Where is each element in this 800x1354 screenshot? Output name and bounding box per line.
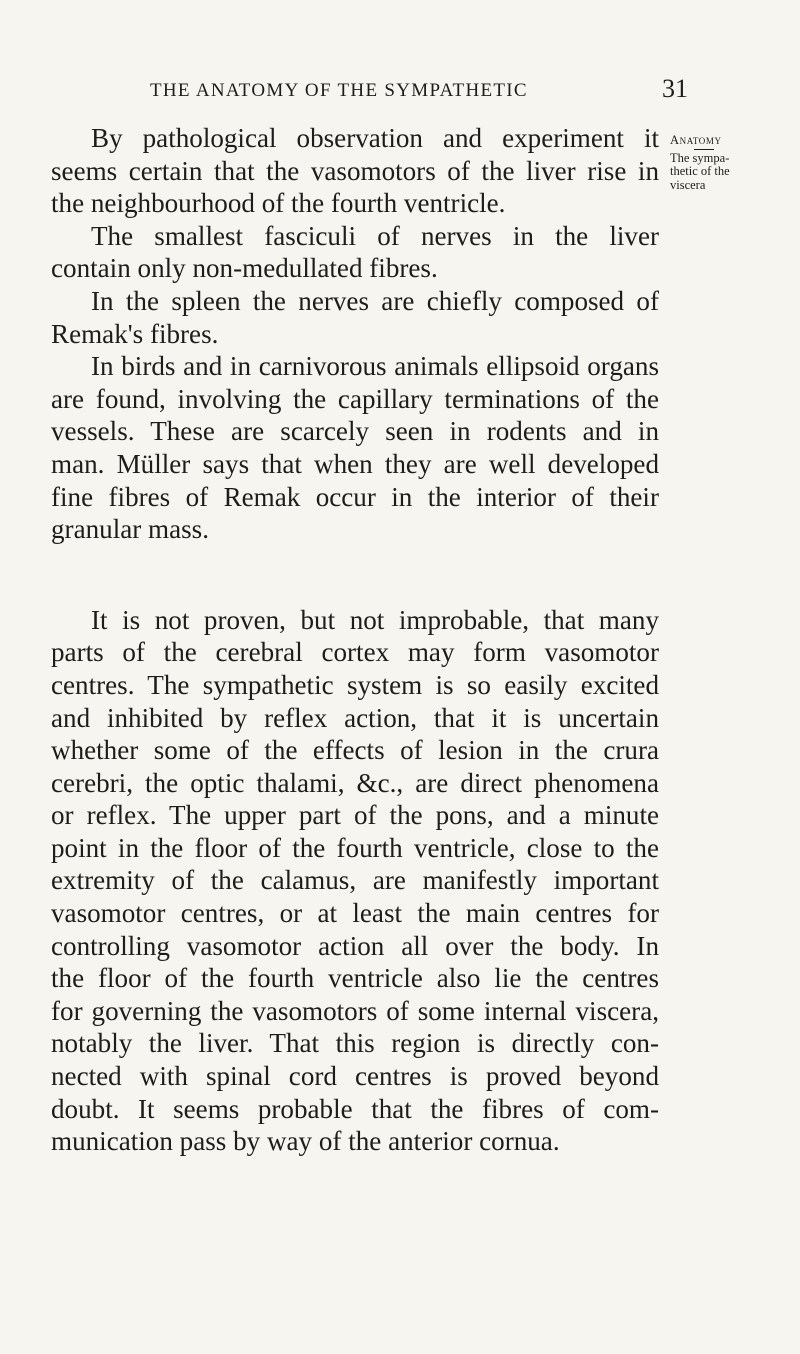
text-line: contain only non-medullated fibres. — [51, 253, 438, 284]
text-line: munication pass by way of the anterior cornua. — [51, 1126, 560, 1157]
text-line: notably the liver. That this region is directly con- — [51, 1028, 659, 1059]
body-text — [51, 122, 659, 1158]
running-title: THE ANATOMY OF THE SYMPATHETIC — [150, 80, 528, 101]
text-line: It is not proven, but not improbable, that many — [91, 604, 659, 635]
text-line: cerebri, the optic thalami, &c., are direct phenomena — [51, 767, 659, 798]
margin-note-line: thetic of the — [670, 164, 730, 178]
text-line: The smallest fasciculi of nerves in the liver — [91, 220, 659, 251]
text-line: seems certain that the vasomotors of the liver rise in — [51, 155, 659, 186]
margin-note-line: viscera — [670, 177, 706, 192]
page-header — [120, 72, 688, 112]
text-line: In birds and in carnivorous animals ellipsoid organs — [91, 351, 659, 382]
margin-note-heading: Anatomy — [670, 133, 722, 147]
paragraph-5 — [51, 604, 659, 1158]
text-line: centres. The sympathetic system is so easily excited — [51, 669, 659, 700]
text-line: man. Müller says that when they are well developed — [51, 448, 659, 479]
text-line: fine fibres of Remak occur in the interior of their — [51, 481, 659, 512]
text-line: doubt. It seems probable that the fibres of com- — [51, 1093, 659, 1124]
text-line: the neighbourhood of the fourth ventricle. — [51, 188, 506, 219]
text-line: point in the floor of the fourth ventricle, close to the — [51, 832, 659, 863]
section-gap — [51, 546, 659, 604]
text-line: controlling vasomotor action all over the body. In — [51, 930, 659, 961]
text-line: Remak's fibres. — [51, 318, 219, 349]
text-line: nected with spinal cord centres is proved beyond — [51, 1061, 659, 1092]
text-line: vessels. These are scarcely seen in rodents and in — [51, 416, 659, 447]
margin-note-line: The sympa- — [670, 150, 730, 165]
text-line: In the spleen the nerves are chiefly composed of — [91, 285, 659, 316]
margin-note — [670, 134, 798, 192]
page-number: 31 — [662, 74, 688, 103]
text-line: are found, involving the capillary terminations of the — [51, 383, 659, 414]
text-line: vasomotor centres, or at least the main centres for — [51, 898, 659, 929]
text-line: for governing the vasomotors of some internal viscera, — [51, 995, 659, 1026]
paragraph-1 — [51, 122, 659, 220]
text-line: or reflex. The upper part of the pons, and a minute — [51, 800, 659, 831]
text-line: granular mass. — [51, 514, 209, 545]
paragraph-2 — [51, 220, 659, 285]
paragraph-4 — [51, 350, 659, 546]
text-line: extremity of the calamus, are manifestly important — [51, 865, 659, 896]
text-line: and inhibited by reflex action, that it is uncertain — [51, 702, 659, 733]
text-line: parts of the cerebral cortex may form vasomotor — [51, 637, 659, 668]
text-line: whether some of the effects of lesion in the crura — [51, 735, 659, 766]
text-line: the floor of the fourth ventricle also lie the centres — [51, 963, 659, 994]
text-line: By pathological observation and experiment it — [91, 123, 659, 153]
margin-note-rule — [694, 149, 714, 150]
paragraph-3 — [51, 285, 659, 350]
